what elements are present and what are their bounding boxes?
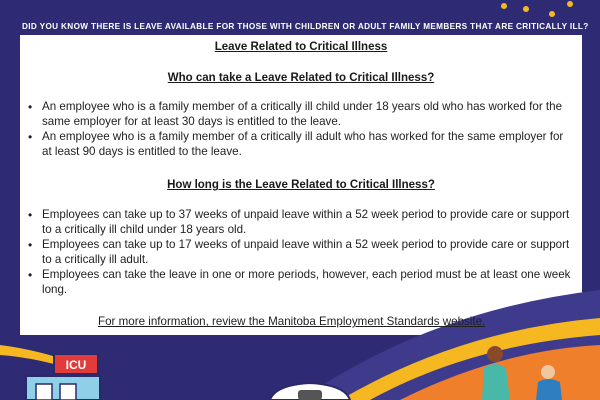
list-item: • An employee who is a family member of a critically ill child under 18 years old who has worked for the same employer for at least 30 days is entitled to the leave.: [42, 100, 572, 129]
more-info-link[interactable]: For more information, review the Manitoba Employment Standards website.: [98, 315, 486, 328]
list-item: • Employees can take the leave in one or more periods, however, each period must be at least one week long.: [42, 268, 572, 297]
list-item: • Employees can take up to 37 weeks of unpaid leave within a 52 week period to provide care or support to a critically ill child under 18 years old.: [42, 208, 572, 237]
who-list: [42, 100, 572, 160]
page-title: Leave Related to Critical Illness: [214, 41, 388, 53]
list-item: • Employees can take up to 17 weeks of unpaid leave within a 52 week period to provide care or support to a critically ill adult.: [42, 238, 572, 267]
section-heading-who: Who can take a Leave Related to Critical Illness?: [167, 72, 435, 84]
banner-text: DID YOU KNOW THERE IS LEAVE AVAILABLE FOR THOSE WITH CHILDREN OR ADULT FAMILY MEMBERS THAT ARE CRITICALLY ILL?: [22, 22, 589, 31]
icu-sign-text: ICU: [65, 358, 87, 372]
how-long-list: [42, 208, 572, 299]
section-heading-how-long: How long is the Leave Related to Critical Illness?: [167, 179, 435, 191]
list-item: • An employee who is a family member of a critically ill adult who has worked for the same employer for at least 90 days is entitled to the leave.: [42, 130, 572, 159]
